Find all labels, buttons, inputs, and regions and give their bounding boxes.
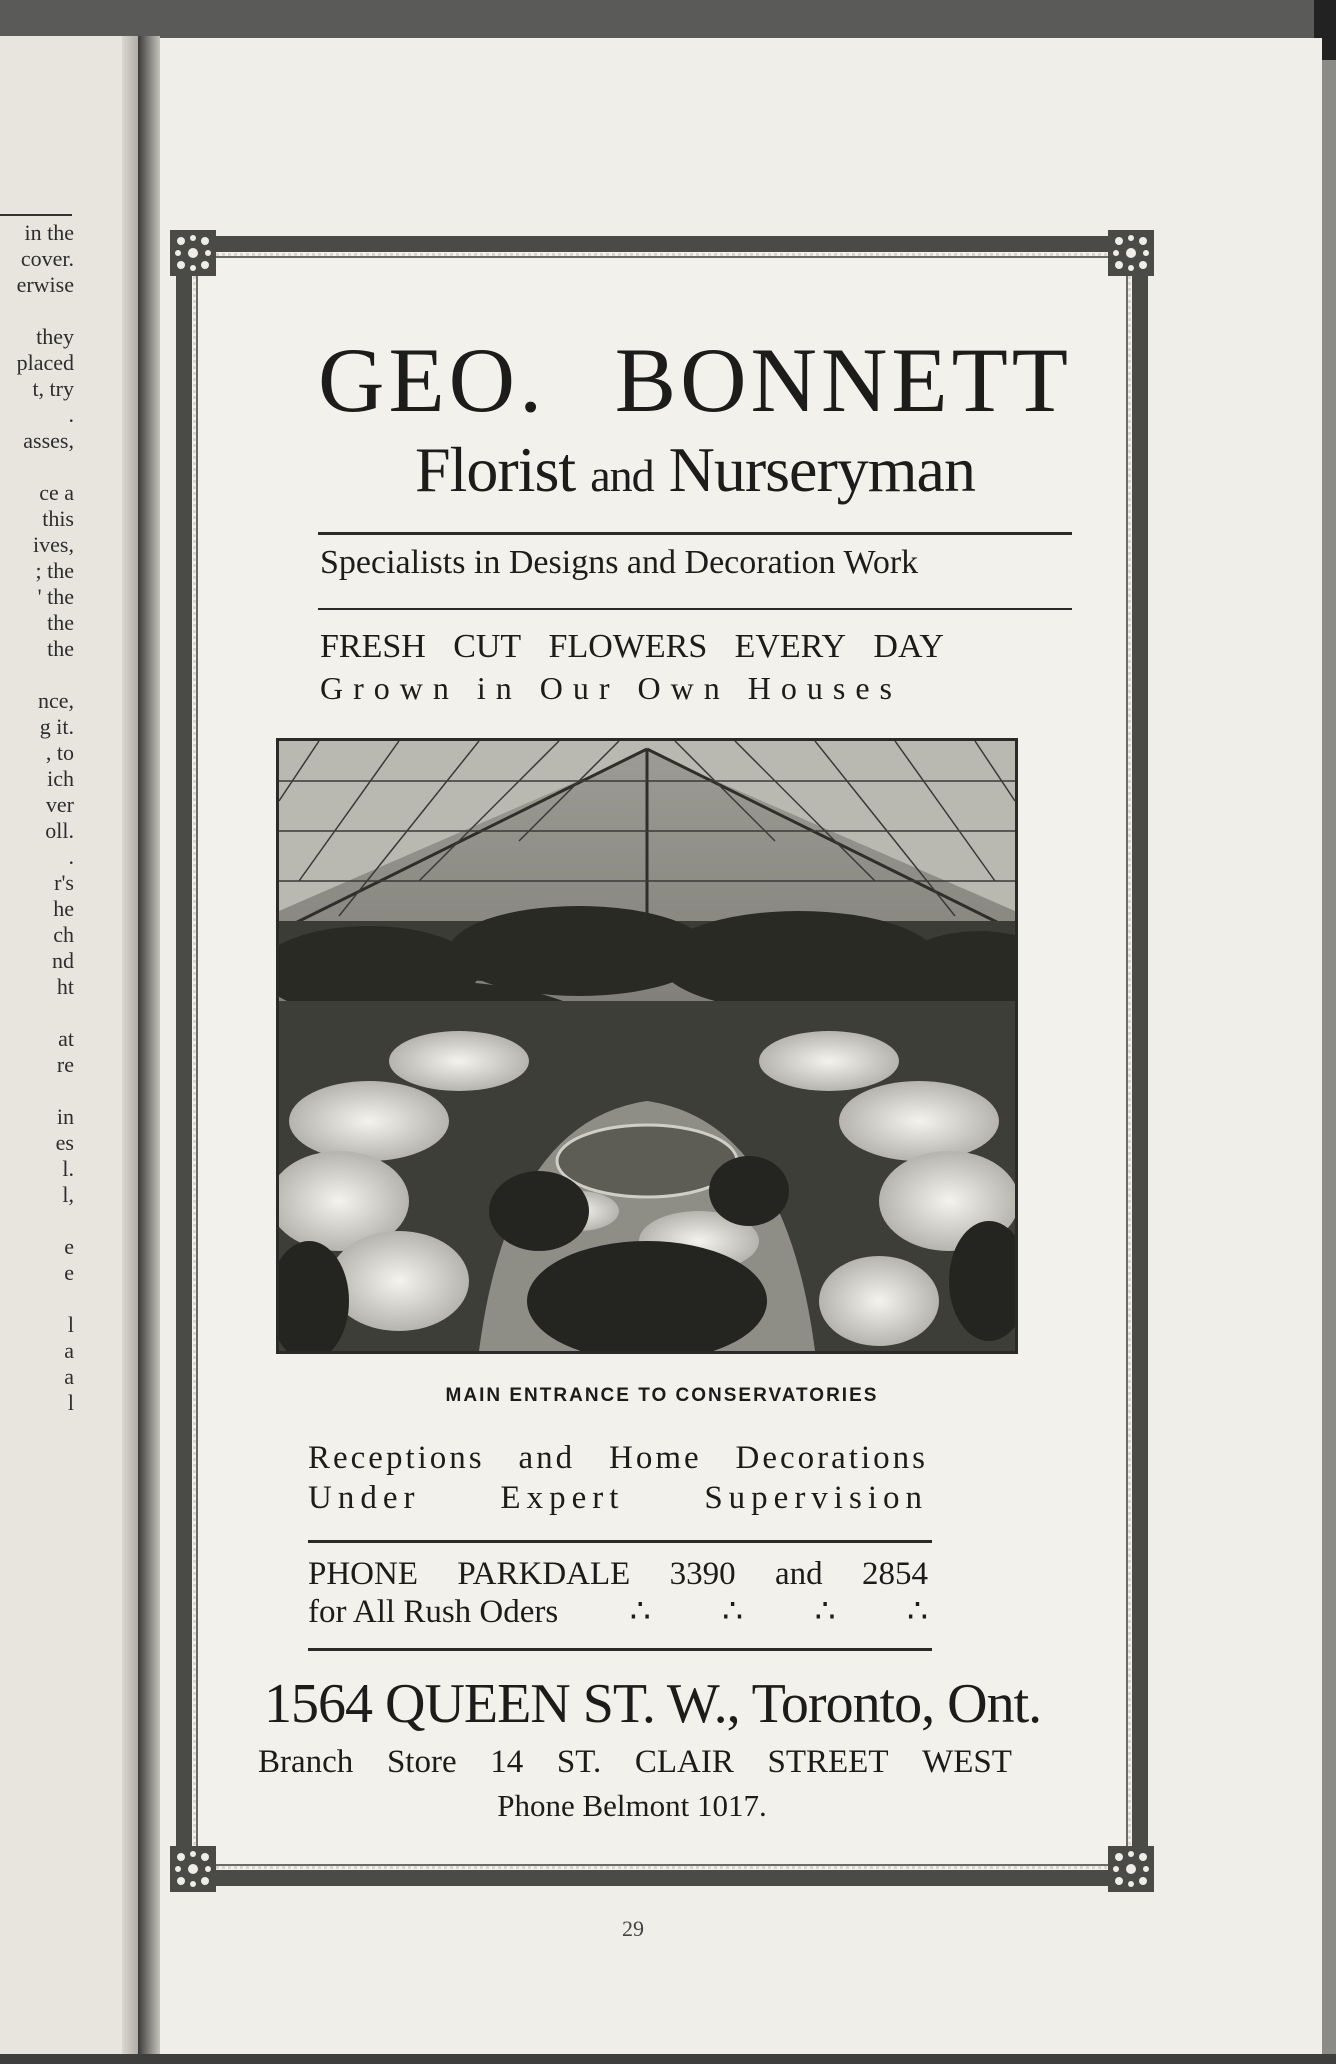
left-page-text-fragment: es	[55, 1130, 74, 1155]
branch-word: WEST	[922, 1744, 1012, 1780]
receptions-word: Receptions	[308, 1440, 485, 1476]
supervision-word: Supervision	[704, 1480, 928, 1516]
branch-word: CLAIR	[634, 1744, 734, 1780]
supervision-word: Under	[308, 1480, 421, 1516]
photo-caption: MAIN ENTRANCE TO CONSERVATORIES	[445, 1385, 879, 1406]
left-page-rule	[0, 214, 72, 216]
page-number: 29	[622, 1916, 644, 1941]
receptions-word: Decorations	[735, 1440, 928, 1476]
left-page-text-fragment: .	[68, 844, 74, 869]
left-page-text-fragment: l	[67, 1390, 74, 1415]
rush-word: for All Rush Oders	[308, 1594, 559, 1630]
rush-orders-line	[308, 1596, 928, 1629]
left-page-text-fragment: e	[64, 1234, 74, 1259]
left-page-text-fragment: he	[53, 896, 74, 921]
phone-word: PARKDALE	[457, 1556, 631, 1592]
left-page-text-fragment: at	[58, 1026, 74, 1051]
branch-store-line	[258, 1746, 1012, 1779]
left-page-text-fragment: r's	[54, 870, 74, 895]
phone-parkdale-line	[308, 1558, 928, 1591]
left-page-text-fragment: ' the	[37, 584, 74, 609]
left-page-text-fragment: nce,	[37, 688, 74, 713]
left-page-text-fragment: cover.	[20, 246, 74, 271]
specialists-line: Specialists in Designs and Decoration Work	[320, 544, 919, 581]
left-facing-page	[0, 36, 138, 2056]
receptions-word: and	[518, 1440, 576, 1476]
phone-word: 3390	[669, 1556, 736, 1592]
main-address: 1564 QUEEN ST. W., Toronto, Ont.	[264, 1673, 1042, 1735]
left-page-text-fragment: e	[64, 1260, 74, 1285]
grown-line: Grown in Our Own Houses	[320, 670, 902, 706]
dots-ornament: ∴	[629, 1594, 651, 1630]
left-page-text-fragment: re	[56, 1052, 74, 1077]
left-page-text-fragment: in the	[24, 220, 74, 245]
left-page-text-fragment: ce a	[39, 480, 74, 505]
dots-ornament: ∴	[814, 1594, 836, 1630]
left-page-text-fragment: they	[36, 324, 74, 349]
fresh-word: FLOWERS	[548, 628, 708, 665]
left-page-text-fragment: ht	[56, 974, 74, 999]
receptions-word: Home	[609, 1440, 702, 1476]
branch-word: ST.	[556, 1744, 602, 1780]
receptions-line	[308, 1442, 928, 1475]
left-page-text-fragment: .	[68, 402, 74, 427]
divider-rule	[318, 608, 1072, 610]
left-page-text-fragment: g it.	[39, 714, 74, 739]
fresh-word: EVERY	[734, 628, 847, 665]
phone-word: 2854	[861, 1556, 928, 1592]
fresh-word: DAY	[873, 628, 944, 665]
divider-rule	[318, 532, 1072, 535]
divider-rule	[308, 1648, 932, 1651]
book-gutter	[138, 36, 160, 2056]
left-page-text-fragment: l.	[62, 1156, 74, 1181]
branch-phone: Phone Belmont 1017.	[497, 1788, 767, 1823]
left-page-text-fragment: ver	[45, 792, 74, 817]
divider-rule	[308, 1540, 932, 1543]
advertisement-border	[176, 236, 1148, 1886]
supervision-line	[308, 1482, 928, 1515]
left-page-text-fragment: ives,	[33, 532, 74, 557]
business-type-word: Nurseryman	[668, 434, 975, 505]
left-page-text-fragment: ch	[53, 922, 74, 947]
scan-top-edge	[0, 0, 1336, 40]
fresh-word: FRESH	[320, 628, 426, 665]
name-word: GEO.	[318, 329, 547, 431]
left-page-text-fragment: in	[56, 1104, 74, 1129]
left-page-text-fragment: , to	[45, 740, 74, 765]
branch-word: Branch	[258, 1744, 354, 1780]
business-type-word: and	[590, 450, 654, 501]
advertiser-name	[318, 329, 1072, 431]
fresh-flowers-line	[320, 630, 944, 664]
phone-word: PHONE	[308, 1556, 419, 1592]
left-page-text-fragment: a	[64, 1338, 74, 1363]
branch-word: Store	[386, 1744, 457, 1780]
left-page-text-fragment: l	[67, 1312, 74, 1337]
supervision-word: Expert	[500, 1480, 625, 1516]
left-page-text-fragment: placed	[16, 350, 74, 375]
left-page-text-fragment: l,	[62, 1182, 74, 1207]
left-page-text-fragment: t, try	[32, 376, 74, 401]
branch-word: STREET	[767, 1744, 889, 1780]
left-page-text-fragment: oll.	[45, 818, 74, 843]
left-page-text-fragment: this	[42, 506, 74, 531]
dots-ornament: ∴	[907, 1594, 928, 1630]
conservatory-photo	[276, 738, 1018, 1354]
left-page-text-fragment: ; the	[35, 558, 74, 583]
phone-word: and	[774, 1556, 823, 1592]
left-page-text-fragment: the	[47, 636, 74, 661]
right-page	[160, 38, 1322, 2056]
dots-ornament: ∴	[722, 1594, 744, 1630]
left-page-text-fragment: erwise	[16, 272, 74, 297]
fresh-word: CUT	[453, 628, 522, 665]
left-page-text-fragment: ich	[47, 766, 74, 791]
name-word: BONNETT	[614, 329, 1072, 431]
scan-bottom-edge	[0, 2054, 1336, 2064]
business-type-word: Florist	[415, 434, 576, 505]
left-page-text-fragment: asses,	[23, 428, 74, 453]
branch-word: 14	[490, 1744, 524, 1780]
business-type	[318, 434, 1072, 505]
left-page-text-fragment: a	[64, 1364, 74, 1389]
left-page-text-fragment: the	[47, 610, 74, 635]
left-page-text-fragment: nd	[52, 948, 74, 973]
